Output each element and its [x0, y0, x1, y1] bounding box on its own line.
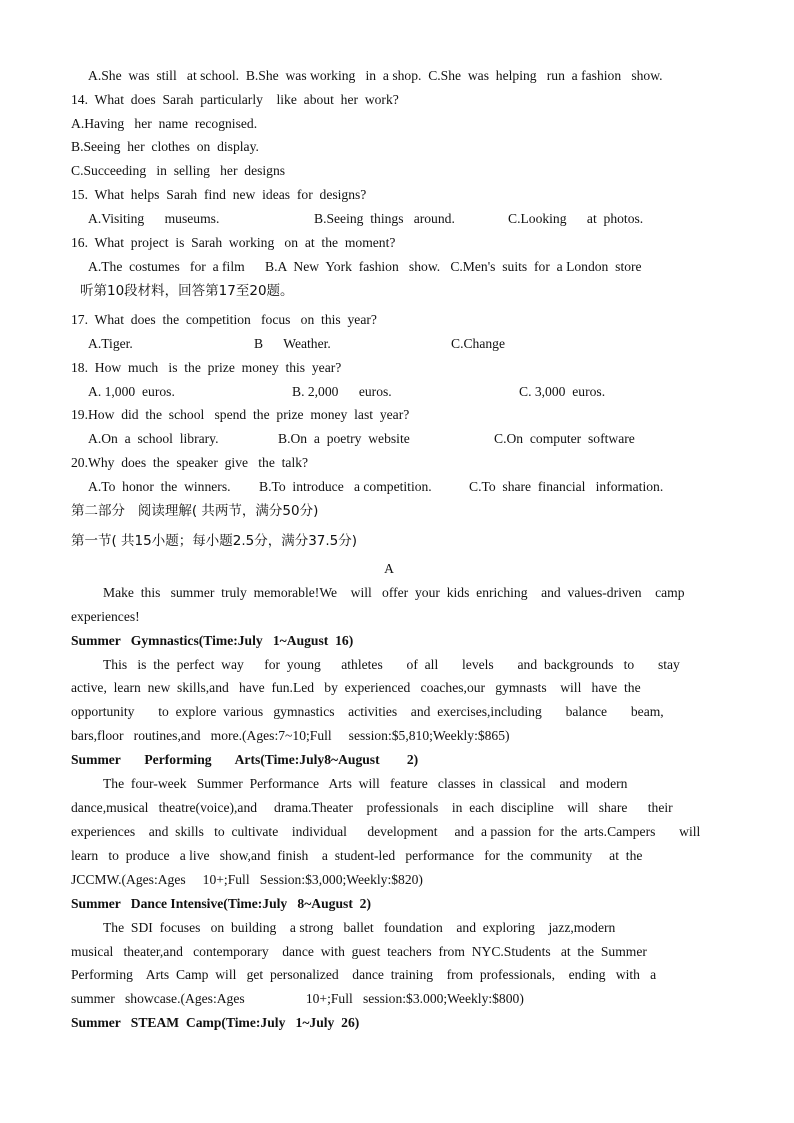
- q15-option-a: A.Visiting museums.: [88, 211, 220, 226]
- camp-gymnastics-line: active, learn new skills,and have fun.Led by experienced coaches,our gymnasts will have the: [71, 680, 641, 695]
- camp-dance-line: Performing Arts Camp will get personalized dance training from professionals, ending with a: [71, 967, 657, 982]
- passage-intro-line-1: Make this summer truly memorable!We will offer your kids enriching and values-driven camp: [103, 585, 685, 600]
- q18-option-a: A. 1,000 euros.: [88, 384, 175, 399]
- camp-performing-arts-line: experiences and skills to cultivate individual development and a passion for the arts.Campers will: [71, 824, 701, 839]
- q14-question: 14. What does Sarah particularly like about her work?: [71, 92, 399, 107]
- q14-option-a: A.Having her name recognised.: [71, 116, 258, 131]
- q17-option-b: B Weather.: [254, 336, 331, 351]
- q13-options: A.She was still at school. B.She was working in a shop. C.She was helping run a fashion show.: [88, 68, 663, 83]
- q19-option-b: B.On a poetry website: [278, 431, 410, 446]
- section-one-title: 第一节( 共15小题；每小题2.5分，满分37.5分): [71, 533, 358, 549]
- camp-dance-line: musical theater,and contemporary dance with guest teachers from NYC.Students at the Summer: [71, 944, 647, 959]
- q18-option-c: C. 3,000 euros.: [519, 384, 606, 399]
- q16-question: 16. What project is Sarah working on at the moment?: [71, 235, 396, 250]
- q20-option-c: C.To share financial information.: [469, 479, 664, 494]
- q17-option-a: A.Tiger.: [88, 336, 133, 351]
- q15-option-c: C.Looking at photos.: [508, 211, 644, 226]
- camp-dance-line: The SDI focuses on building a strong ballet foundation and exploring jazz,modern: [103, 920, 616, 935]
- q19-option-a: A.On a school library.: [88, 431, 219, 446]
- q20-option-a: A.To honor the winners.: [88, 479, 231, 494]
- q18-option-b: B. 2,000 euros.: [292, 384, 392, 399]
- q14-option-b: B.Seeing her clothes on display.: [71, 139, 259, 154]
- part-two-title: 第二部分 阅读理解( 共两节，满分50分): [71, 503, 319, 519]
- q16-options: A.The costumes for a film B.A New York fashion show. C.Men's suits for a London store: [88, 259, 642, 274]
- camp-gymnastics-line: bars,floor routines,and more.(Ages:7~10;Full session:$5,810;Weekly:$865): [71, 728, 510, 743]
- camp-dance-line: summer showcase.(Ages:Ages 10+;Full session:$3.000;Weekly:$800): [71, 991, 524, 1006]
- q15-option-b: B.Seeing things around.: [314, 211, 455, 226]
- camp-gymnastics-line: This is the perfect way for young athletes of all levels and backgrounds to stay: [103, 657, 680, 672]
- q15-question: 15. What helps Sarah find new ideas for designs?: [71, 187, 367, 202]
- q18-question: 18. How much is the prize money this year?: [71, 360, 342, 375]
- q14-option-c: C.Succeeding in selling her designs: [71, 163, 286, 178]
- q19-option-c: C.On computer software: [494, 431, 635, 446]
- camp-heading-gymnastics: Summer Gymnastics(Time:July 1~August 16): [71, 633, 354, 648]
- q17-option-c: C.Change: [451, 336, 505, 351]
- camp-performing-arts-line: The four-week Summer Performance Arts will feature classes in classical and modern: [103, 776, 628, 791]
- camp-performing-arts-line: learn to produce a live show,and finish a student-led performance for the community at the: [71, 848, 643, 863]
- camp-heading-performing-arts: Summer Performing Arts(Time:July8~August 2): [71, 752, 419, 767]
- camp-heading-dance-intensive: Summer Dance Intensive(Time:July 8~August 2): [71, 896, 371, 911]
- passage-intro-line-2: experiences!: [71, 609, 140, 624]
- camp-performing-arts-line: JCCMW.(Ages:Ages 10+;Full Session:$3,000;Weekly:$820): [71, 872, 423, 887]
- q20-question: 20.Why does the speaker give the talk?: [71, 455, 309, 470]
- passage-label: A: [384, 561, 394, 576]
- q20-option-b: B.To introduce a competition.: [259, 479, 432, 494]
- section-instruction: 听第10段材料，回答第17至20题。: [80, 283, 294, 299]
- camp-heading-steam: Summer STEAM Camp(Time:July 1~July 26): [71, 1015, 360, 1030]
- camp-gymnastics-line: opportunity to explore various gymnastics activities and exercises,including balance beam,: [71, 704, 664, 719]
- q17-question: 17. What does the competition focus on this year?: [71, 312, 377, 327]
- camp-performing-arts-line: dance,musical theatre(voice),and drama.Theater professionals in each discipline will share their: [71, 800, 673, 815]
- q19-question: 19.How did the school spend the prize money last year?: [71, 407, 410, 422]
